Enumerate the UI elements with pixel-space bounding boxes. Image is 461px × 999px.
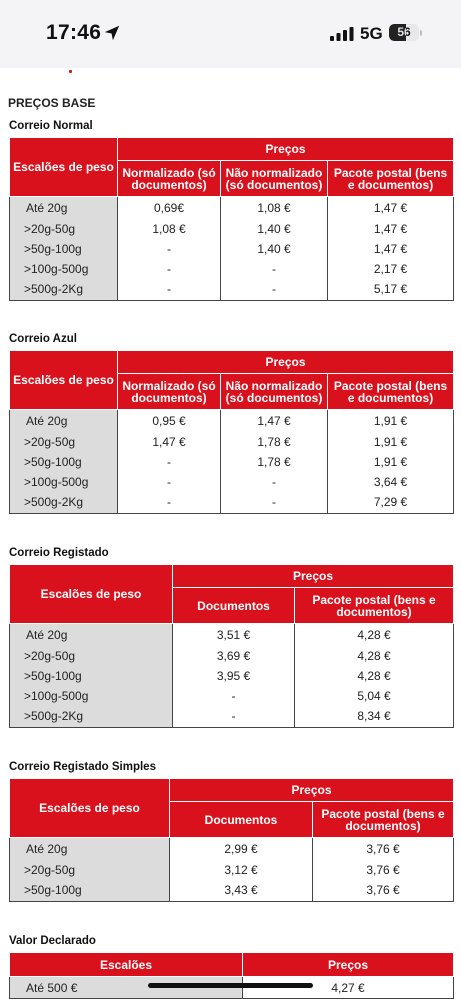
column-header: Escalões (10, 953, 243, 977)
weight-label: >50g-100g (10, 880, 170, 902)
price-cell: - (118, 492, 221, 514)
rates-table (9, 137, 454, 301)
table-row (10, 624, 454, 646)
column-header: Não normalizado (só documentos) (221, 161, 328, 197)
price-cell: - (221, 492, 328, 514)
weight-header: Escalões de peso (10, 138, 118, 197)
price-cell: 1,91 € (328, 432, 454, 452)
price-cell: - (173, 686, 295, 706)
price-cell: 1,91 € (328, 410, 454, 432)
weight-label: Até 20g (10, 624, 173, 646)
price-cell: - (221, 259, 328, 279)
weight-label: >20g-50g (10, 432, 118, 452)
price-cell: 5,04 € (295, 686, 454, 706)
column-header: Pacote postal (bens e documentos) (328, 374, 454, 410)
price-cell: - (118, 452, 221, 472)
table-row (10, 432, 454, 452)
table-row (10, 452, 454, 472)
rates-table (9, 952, 454, 999)
weight-label: Até 20g (10, 197, 118, 219)
price-cell: - (221, 472, 328, 492)
prices-header: Preços (173, 565, 454, 588)
table-row (10, 410, 454, 432)
weight-label: >50g-100g (10, 666, 173, 686)
column-header: Pacote postal (bens e documentos) (328, 161, 454, 197)
price-cell: 1,47 € (221, 410, 328, 432)
price-cell: 1,78 € (221, 452, 328, 472)
weight-header: Escalões de peso (10, 351, 118, 410)
section-correio-normal (9, 119, 453, 301)
weight-label: >100g-500g (10, 472, 118, 492)
weight-label: >100g-500g (10, 259, 118, 279)
weight-label: >20g-50g (10, 646, 173, 666)
price-cell: 1,47 € (328, 239, 454, 259)
table-row (10, 219, 454, 239)
price-cell: - (118, 279, 221, 301)
weight-label: >50g-100g (10, 452, 118, 472)
weight-label: >20g-50g (10, 860, 170, 880)
price-cell: 3,76 € (313, 880, 454, 902)
value-tier-label: Até 500 € (10, 977, 243, 999)
table-row (10, 197, 454, 219)
column-header: Normalizado (só documentos) (118, 161, 221, 197)
page-header: PREÇOS BASE (8, 96, 96, 110)
price-cell: - (173, 706, 295, 728)
price-cell: 4,28 € (295, 624, 454, 646)
rates-table (9, 350, 454, 514)
status-bar (0, 0, 461, 68)
price-cell: 2,99 € (170, 838, 313, 860)
price-cell: - (221, 279, 328, 301)
weight-label: >500g-2Kg (10, 492, 118, 514)
column-header: Pacote postal (bens e documentos) (295, 588, 454, 624)
price-cell: - (118, 259, 221, 279)
price-cell: 1,47 € (328, 219, 454, 239)
table-row (10, 646, 454, 666)
section-title: Valor Declarado (9, 935, 96, 947)
price-cell: 1,47 € (118, 432, 221, 452)
price-cell: 1,08 € (221, 197, 328, 219)
battery-level: 56 (397, 25, 411, 39)
scrolled-content-fragment (69, 70, 72, 73)
price-cell: 3,76 € (313, 860, 454, 880)
weight-label: >20g-50g (10, 219, 118, 239)
price-cell: 0,69€ (118, 197, 221, 219)
price-cell: 3,95 € (173, 666, 295, 686)
price-cell: 1,91 € (328, 452, 454, 472)
price-cell: 7,29 € (328, 492, 454, 514)
table-row (10, 860, 454, 880)
price-cell: 3,12 € (170, 860, 313, 880)
network-type: 5G (360, 24, 383, 43)
table-row (10, 472, 454, 492)
weight-label: >500g-2Kg (10, 706, 173, 728)
weight-header: Escalões de peso (10, 779, 170, 838)
section-correio-registado-simples (9, 760, 453, 902)
price-cell: 8,34 € (295, 706, 454, 728)
weight-label: Até 20g (10, 838, 170, 860)
price-cell: 1,47 € (328, 197, 454, 219)
price-cell: 5,17 € (328, 279, 454, 301)
weight-header: Escalões de peso (10, 565, 173, 624)
table-row (10, 239, 454, 259)
battery-cap (420, 30, 422, 36)
section-correio-registado (9, 546, 453, 728)
table-row (10, 259, 454, 279)
table-row (10, 686, 454, 706)
column-header: Preços (243, 953, 454, 977)
column-header: Documentos (170, 802, 313, 838)
price-cell: 3,69 € (173, 646, 295, 666)
table-row (10, 706, 454, 728)
price-cell: - (118, 472, 221, 492)
table-row (10, 279, 454, 301)
price-cell: 3,64 € (328, 472, 454, 492)
weight-label: >500g-2Kg (10, 279, 118, 301)
column-header: Normalizado (só documentos) (118, 374, 221, 410)
rates-table (9, 564, 454, 728)
section-title: Correio Registado Simples (9, 761, 156, 773)
prices-header: Preços (118, 138, 454, 161)
price-cell: 1,78 € (221, 432, 328, 452)
column-header: Pacote postal (bens e documentos) (313, 802, 454, 838)
section-title: Correio Azul (9, 333, 77, 345)
column-header: Documentos (173, 588, 295, 624)
price-cell: 0,95 € (118, 410, 221, 432)
section-valor-declarado (9, 934, 453, 999)
location-arrow-icon (103, 24, 121, 42)
section-title: Correio Normal (9, 120, 93, 132)
price-cell: 3,51 € (173, 624, 295, 646)
weight-label: >50g-100g (10, 239, 118, 259)
section-correio-azul (9, 332, 453, 514)
price-cell: 4,28 € (295, 646, 454, 666)
price-cell: 2,17 € (328, 259, 454, 279)
column-header: Não normalizado (só documentos) (221, 374, 328, 410)
price-cell: 1,08 € (118, 219, 221, 239)
price-cell: 1,40 € (221, 239, 328, 259)
cellular-signal-icon (330, 27, 354, 41)
price-cell: 3,43 € (170, 880, 313, 902)
table-row (10, 666, 454, 686)
status-time: 17:46 (46, 21, 102, 44)
weight-label: Até 20g (10, 410, 118, 432)
rates-table (9, 778, 454, 902)
home-indicator[interactable] (148, 983, 313, 988)
prices-header: Preços (118, 351, 454, 374)
table-row (10, 838, 454, 860)
weight-label: >100g-500g (10, 686, 173, 706)
table-row (10, 492, 454, 514)
price-cell: 3,76 € (313, 838, 454, 860)
table-row (10, 880, 454, 902)
battery-icon (389, 24, 419, 41)
price-cell: - (118, 239, 221, 259)
prices-header: Preços (170, 779, 454, 802)
price-cell: 4,27 € (243, 977, 454, 999)
price-cell: 4,28 € (295, 666, 454, 686)
section-title: Correio Registado (9, 547, 109, 559)
price-cell: 1,40 € (221, 219, 328, 239)
